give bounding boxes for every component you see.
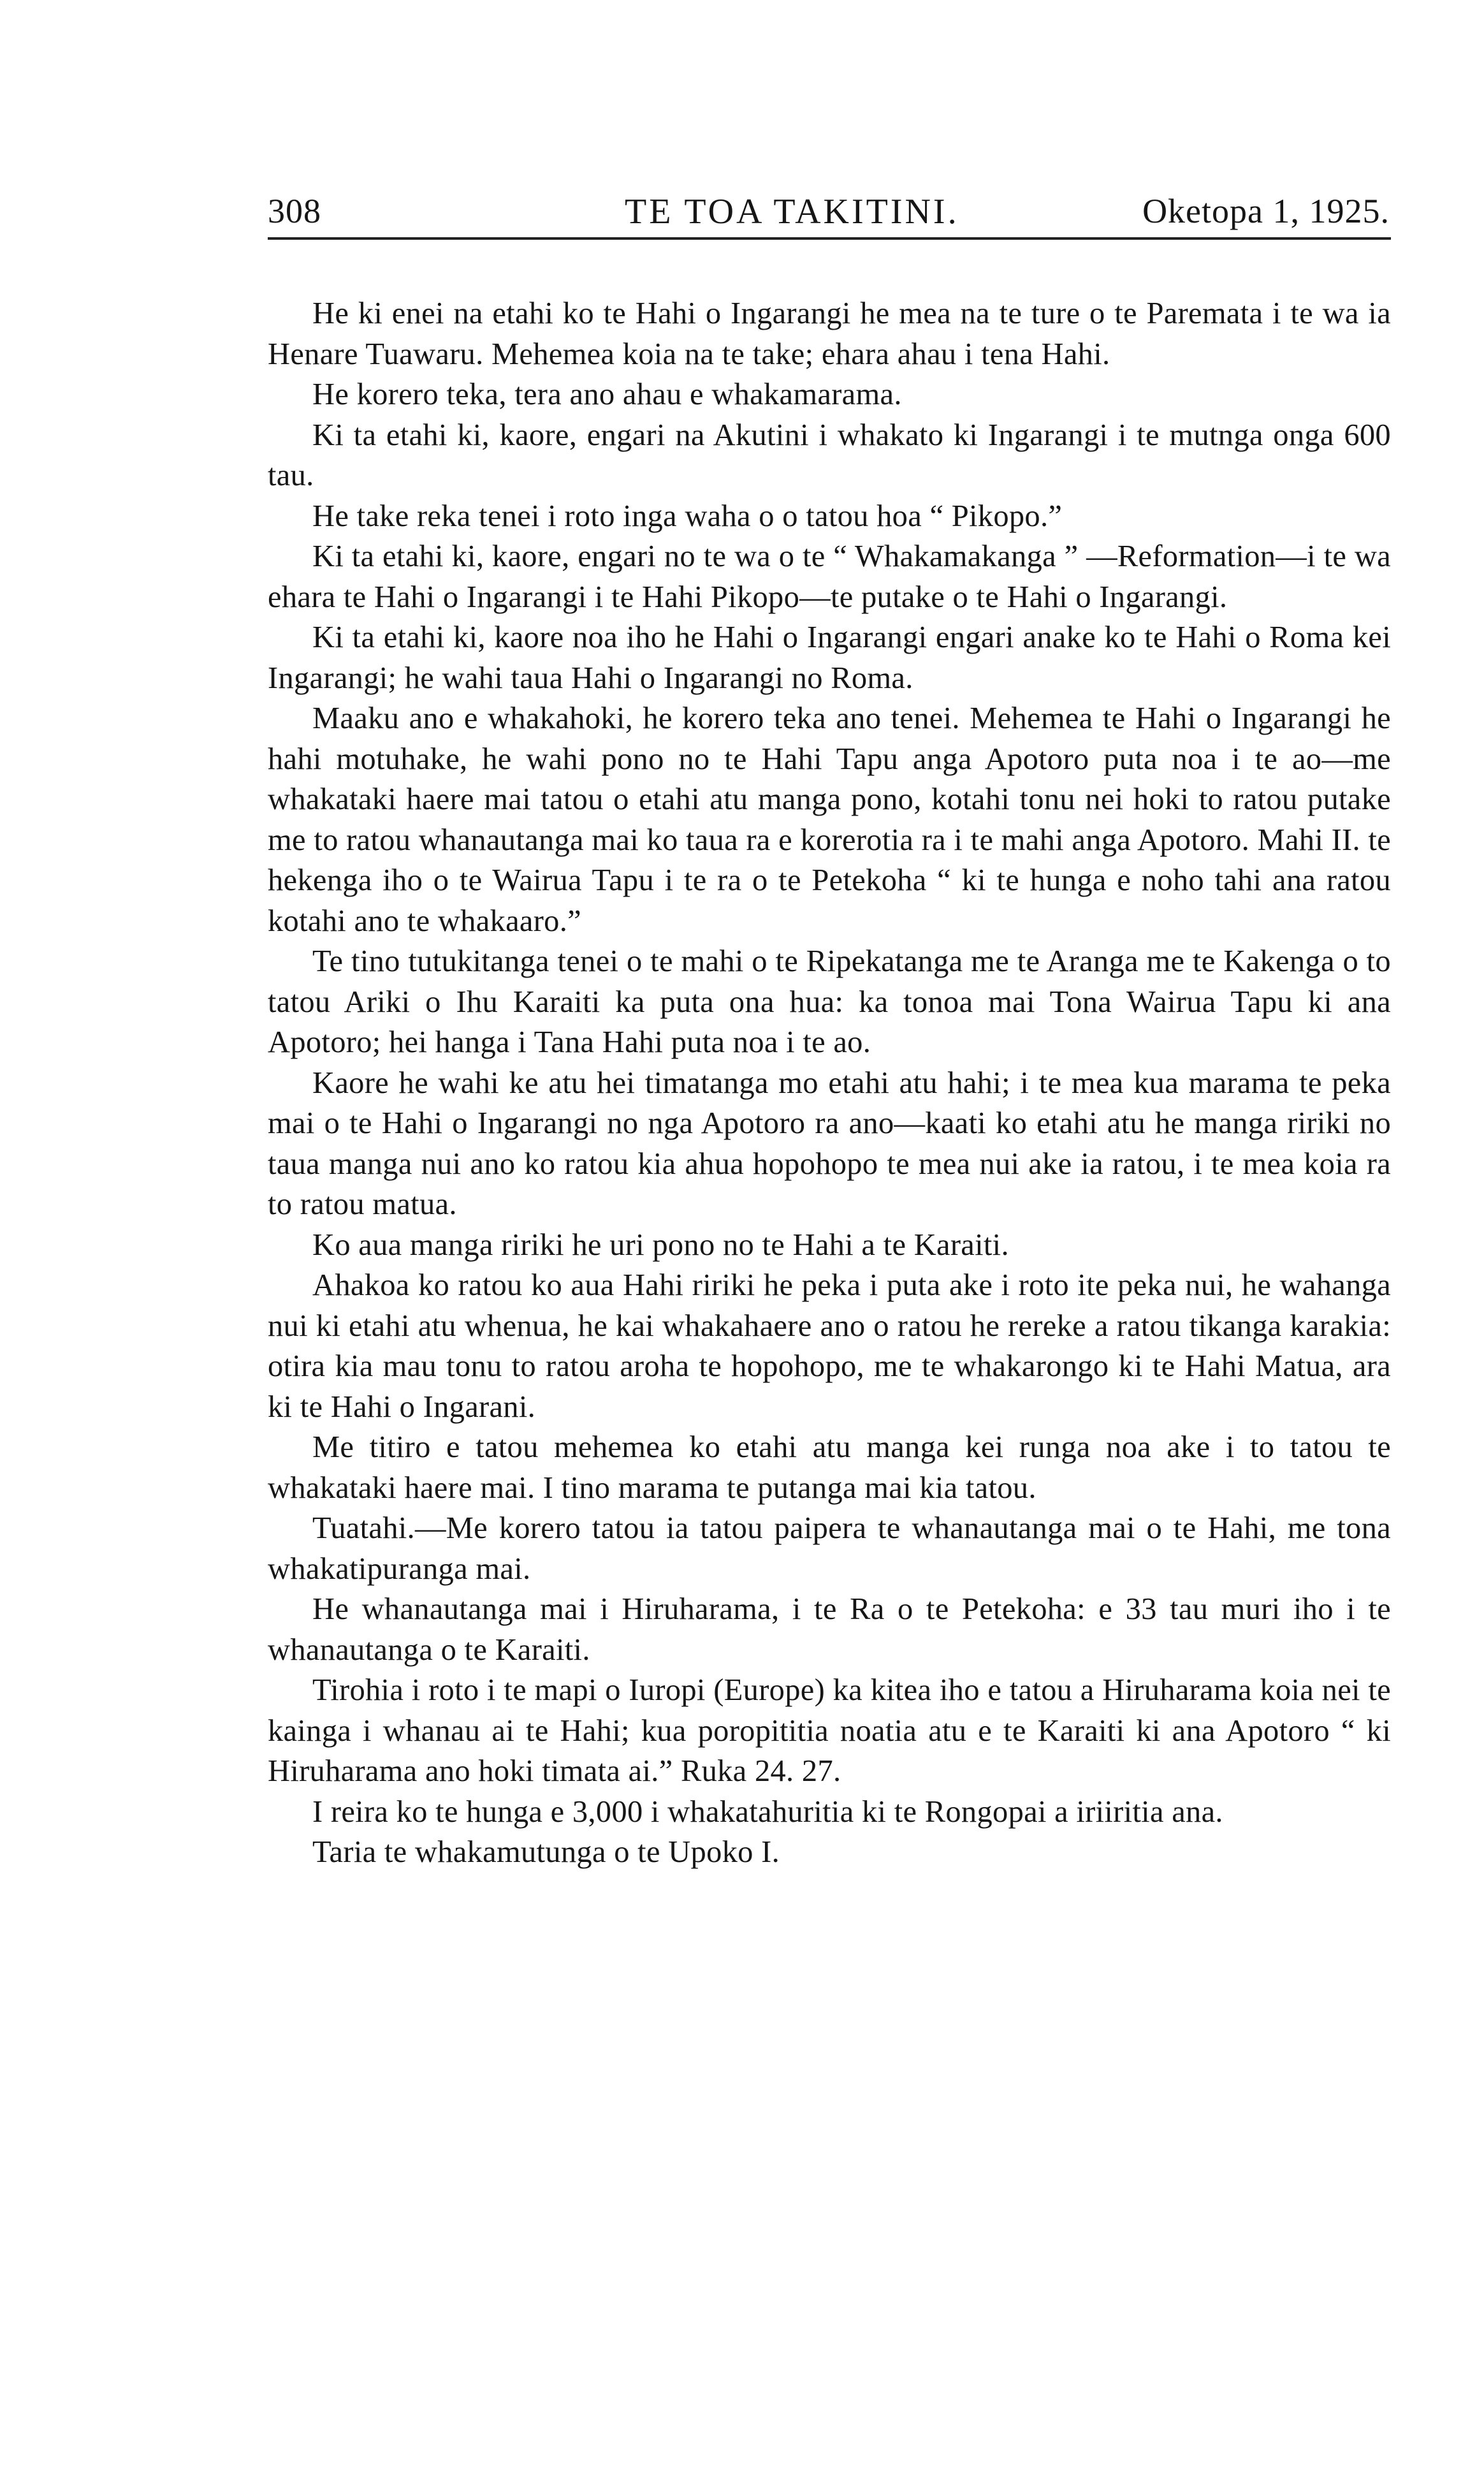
running-header — [268, 191, 1390, 242]
paragraph: He take reka tenei i roto inga waha o o tatou hoa “ Pikopo.” — [312, 499, 1063, 533]
paragraph: Tuatahi.—Me korero tatou ia tatou paipera te whanautanga mai o te Hahi, me tona whakatipuranga mai. — [268, 1511, 1391, 1586]
issue-date: Oketopa 1, 1925. — [1142, 192, 1390, 230]
paragraph: He korero teka, tera ano ahau e whakamarama. — [312, 377, 902, 411]
paragraph: He whanautanga mai i Hiruharama, i te Ra o te Petekoha: e 33 tau muri iho i te whanautanga o te Karaiti. — [268, 1592, 1391, 1667]
running-title: TE TOA TAKITINI. — [625, 192, 959, 231]
paragraph: Ki ta etahi ki, kaore, engari no te wa o te “ Whakamakanga ” —Reformation—i te wa ehara te Hahi o Ingarangi i te Hahi Pikopo—te putake o te Hahi o Ingarangi. — [268, 539, 1391, 614]
paragraph: Kaore he wahi ke atu hei timatanga mo etahi atu hahi; i te mea kua marama te peka mai o te Hahi o Ingarangi no nga Apotoro ra ano—kaati ko etahi atu he manga ririki no taua manga nui ano ko ratou kia ahua hopohopo te mea nui ake ia ratou, i te mea koia ra to ratou matua. — [268, 1066, 1391, 1221]
paragraph: Ki ta etahi ki, kaore noa iho he Hahi o Ingarangi engari anake ko te Hahi o Roma kei Ingarangi; he wahi taua Hahi o Ingarangi no Roma. — [268, 620, 1391, 695]
paragraph: Te tino tutukitanga tenei o te mahi o te Ripekatanga me te Aranga me te Kakenga o to tatou Ariki o Ihu Karaiti ka puta ona hua: ka tonoa mai Tona Wairua Tapu ki ana Apotoro; hei hanga i Tana Hahi puta noa i te ao. — [268, 944, 1391, 1059]
paragraph: Ahakoa ko ratou ko aua Hahi ririki he peka i puta ake i roto ite peka nui, he wahanga nui ki etahi atu whenua, he kai whakahaere ano o ratou he rereke a ratou tikanga karakia: otira kia mau tonu to ratou aroha te hopohopo, me te whakarongo ki te Hahi Matua, ara ki te Hahi o Ingarani. — [268, 1268, 1391, 1424]
paragraph: Me titiro e tatou mehemea ko etahi atu manga kei runga noa ake i to tatou te whakataki haere mai. I tino marama te putanga mai kia tatou. — [268, 1430, 1391, 1505]
article-body — [268, 293, 1391, 1873]
paragraph: Ki ta etahi ki, kaore, engari na Akutini i whakato ki Ingarangi i te mutnga onga 600 tau. — [268, 418, 1391, 492]
paragraph: He ki enei na etahi ko te Hahi o Ingarangi he mea na te ture o te Paremata i te wa ia Henare Tuawaru. Mehemea koia na te take; ehara ahau i tena Hahi. — [268, 297, 1391, 371]
paragraph: Maaku ano e whakahoki, he korero teka ano tenei. Mehemea te Hahi o Ingarangi he hahi motuhake, he wahi pono no te Hahi Tapu anga Apotoro puta noa i te ao—me whakataki haere mai tatou o etahi atu manga pono, kotahi tonu nei hoki to ratou putake me to ratou whanautanga mai ko taua ra e korerotia ra i te mahi anga Apotoro. Mahi II. te hekenga iho o te Wairua Tapu i te ra o te Petekoha “ ki te hunga e noho tahi ana ratou kotahi ano te whakaaro.” — [268, 701, 1391, 938]
paragraph: Tirohia i roto i te mapi o Iuropi (Europe) ka kitea iho e tatou a Hiruharama koia nei te kainga i whanau ai te Hahi; kua poropititia noatia atu e te Karaiti ki ana Apotoro “ ki Hiruharama ano hoki timata ai.” Ruka 24. 27. — [268, 1673, 1391, 1788]
paragraph: Taria te whakamutunga o te Upoko I. — [312, 1835, 780, 1869]
page-number: 308 — [268, 192, 321, 230]
header-rule — [268, 237, 1391, 240]
paragraph: Ko aua manga ririki he uri pono no te Hahi a te Karaiti. — [312, 1227, 1009, 1262]
paragraph: I reira ko te hunga e 3,000 i whakatahuritia ki te Rongopai a iriiritia ana. — [312, 1794, 1223, 1829]
